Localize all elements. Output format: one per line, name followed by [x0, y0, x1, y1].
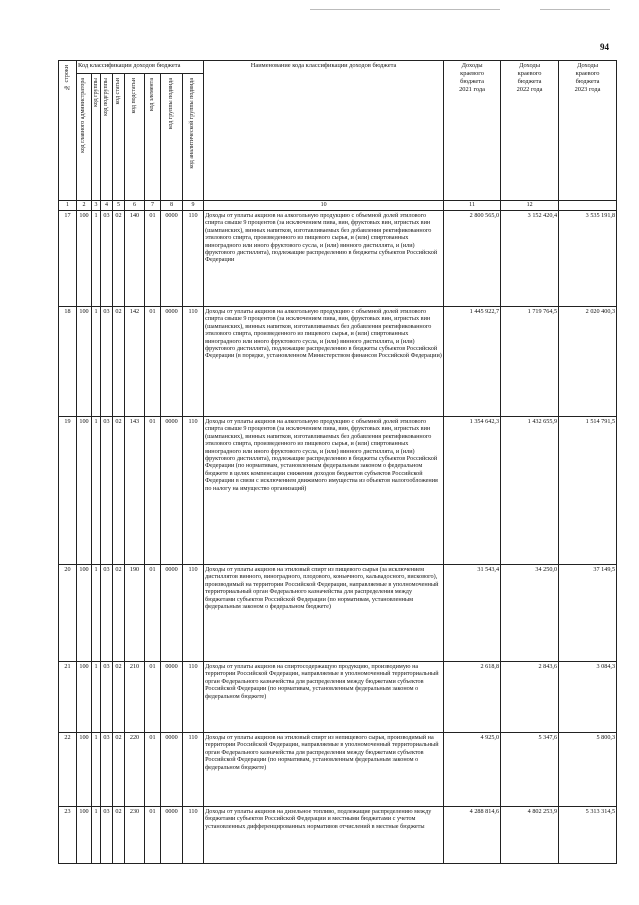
code-cell: 210	[125, 662, 145, 733]
amount-2021-cell: 1 354 642,3	[444, 417, 501, 565]
code-cell: 110	[183, 417, 204, 565]
code-cell: 143	[125, 417, 145, 565]
row-number-cell: 22	[59, 733, 77, 807]
code-cell: 03	[101, 417, 113, 565]
amount-2023-cell: 2 020 400,3	[559, 307, 617, 417]
code-cell: 100	[77, 211, 92, 307]
name-column-header: Наименование кода классификации доходов бюджета	[204, 61, 444, 201]
code-cell: 1	[92, 211, 101, 307]
code-cell: 01	[145, 565, 161, 662]
code-cell: 0000	[161, 417, 183, 565]
amount-2021-cell: 1 445 922,7	[444, 307, 501, 417]
amount-2023-cell: 5 800,3	[559, 733, 617, 807]
code-cell: 100	[77, 807, 92, 864]
code-cell: 110	[183, 807, 204, 864]
top-rule	[310, 9, 500, 10]
column-number: 4	[101, 201, 113, 211]
code-cell: 01	[145, 307, 161, 417]
code-cell: 1	[92, 565, 101, 662]
code-header-article: код статьи	[113, 74, 125, 201]
code-header-analytic-group: код аналитической группы подвида	[183, 74, 204, 201]
column-number: 8	[161, 201, 183, 211]
amount-2021-cell: 4 925,0	[444, 733, 501, 807]
top-rule-right	[540, 9, 610, 10]
column-number: 3	[92, 201, 101, 211]
column-number: 10	[204, 201, 444, 211]
amount-2021-cell: 2 800 565,0	[444, 211, 501, 307]
amount-2022-cell: 4 802 253,9	[501, 807, 559, 864]
column-number: 6	[125, 201, 145, 211]
income-name-cell: Доходы от уплаты акцизов на алкогольную продукцию с объемной долей этилового спирта свыше 9 процентов (за исключением пива, вин, фруктовых вин, игристых вин (шампанских), винных напитков, изготавливаемых без добавления ректификованного этилового спирта, произведенного из пищевого сырья, и (или) спиртованных виноградного или иного фруктового сусла, и (или) винного дистиллята, и (или) фруктового дистиллята), подлежащие распределению в бюджеты субъектов Российской Федерации (в порядке, установленном Министерством финансов Российской Федерации)	[204, 307, 444, 417]
code-cell: 01	[145, 733, 161, 807]
code-cell: 110	[183, 565, 204, 662]
amount-2023-cell: 3 084,3	[559, 662, 617, 733]
code-cell: 110	[183, 662, 204, 733]
code-cell: 01	[145, 662, 161, 733]
code-cell: 1	[92, 307, 101, 417]
code-cell: 0000	[161, 211, 183, 307]
code-cell: 02	[113, 733, 125, 807]
code-cell: 03	[101, 307, 113, 417]
code-cell: 02	[113, 211, 125, 307]
classification-group-header: Код классификации доходов бюджета	[77, 61, 204, 74]
code-cell: 220	[125, 733, 145, 807]
row-number-cell: 19	[59, 417, 77, 565]
code-cell: 100	[77, 417, 92, 565]
row-number-cell: 21	[59, 662, 77, 733]
code-cell: 110	[183, 307, 204, 417]
amount-2023-cell: 3 535 191,8	[559, 211, 617, 307]
year-2021-header: Доходы краевого бюджета 2021 года	[444, 61, 501, 201]
row-number-cell: 18	[59, 307, 77, 417]
table-row	[59, 662, 617, 733]
column-number	[559, 201, 617, 211]
table-row	[59, 211, 617, 307]
amount-2022-cell: 1 432 655,9	[501, 417, 559, 565]
code-cell: 1	[92, 662, 101, 733]
column-number: 12	[501, 201, 559, 211]
code-cell: 02	[113, 565, 125, 662]
header-group-row	[59, 61, 617, 74]
code-header-subarticle: код подстатьи	[125, 74, 145, 201]
code-cell: 140	[125, 211, 145, 307]
budget-income-table	[58, 60, 617, 864]
code-header-subgroup: код подгруппы	[101, 74, 113, 201]
code-cell: 01	[145, 417, 161, 565]
column-number-row	[59, 201, 617, 211]
code-cell: 0000	[161, 565, 183, 662]
code-cell: 03	[101, 565, 113, 662]
table-row	[59, 733, 617, 807]
column-number: 2	[77, 201, 92, 211]
amount-2022-cell: 5 347,6	[501, 733, 559, 807]
code-cell: 230	[125, 807, 145, 864]
code-header-subtype-group: код группы подвида	[161, 74, 183, 201]
code-header-group: код группы	[92, 74, 101, 201]
code-cell: 03	[101, 733, 113, 807]
column-number: 11	[444, 201, 501, 211]
column-number: 1	[59, 201, 77, 211]
amount-2022-cell: 34 250,0	[501, 565, 559, 662]
code-cell: 02	[113, 417, 125, 565]
row-number-cell: 17	[59, 211, 77, 307]
code-cell: 0000	[161, 733, 183, 807]
code-cell: 1	[92, 417, 101, 565]
code-cell: 0000	[161, 307, 183, 417]
code-cell: 1	[92, 733, 101, 807]
code-header-administrator: код главного администратора	[77, 74, 92, 201]
code-cell: 100	[77, 662, 92, 733]
amount-2023-cell: 1 514 791,5	[559, 417, 617, 565]
amount-2021-cell: 4 288 814,6	[444, 807, 501, 864]
amount-2021-cell: 2 618,8	[444, 662, 501, 733]
amount-2022-cell: 2 843,6	[501, 662, 559, 733]
income-name-cell: Доходы от уплаты акцизов на дизельное топливо, подлежащие распределению между бюджетами субъектов Российской Федерации и местными бюджетами с учетом установленных дифференцированных нормативов отчислений в местные бюджеты	[204, 807, 444, 864]
amount-2023-cell: 5 313 314,5	[559, 807, 617, 864]
code-cell: 100	[77, 307, 92, 417]
code-cell: 1	[92, 807, 101, 864]
code-cell: 110	[183, 733, 204, 807]
code-cell: 02	[113, 307, 125, 417]
code-cell: 01	[145, 807, 161, 864]
amount-2023-cell: 37 149,5	[559, 565, 617, 662]
table-row	[59, 417, 617, 565]
income-name-cell: Доходы от уплаты акцизов на спиртосодержащую продукцию, производимую на территории Российской Федерации, направляемые в уполномоченный территориальный орган Федерального казначейства для распределения между бюджетами субъектов Российской Федерации (по нормативам, установленным федеральным законом о федеральном бюджете)	[204, 662, 444, 733]
row-number-header: № строки	[59, 61, 77, 201]
code-cell: 142	[125, 307, 145, 417]
column-number: 9	[183, 201, 204, 211]
row-number-cell: 23	[59, 807, 77, 864]
code-cell: 03	[101, 807, 113, 864]
table-row	[59, 807, 617, 864]
code-cell: 0000	[161, 807, 183, 864]
amount-2022-cell: 1 719 764,5	[501, 307, 559, 417]
code-cell: 190	[125, 565, 145, 662]
code-cell: 03	[101, 662, 113, 733]
code-cell: 100	[77, 733, 92, 807]
code-cell: 03	[101, 211, 113, 307]
column-number: 7	[145, 201, 161, 211]
column-number: 5	[113, 201, 125, 211]
code-cell: 100	[77, 565, 92, 662]
year-2022-header: Доходы краевого бюджета 2022 года	[501, 61, 559, 201]
income-name-cell: Доходы от уплаты акцизов на алкогольную продукцию с объемной долей этилового спирта свыше 9 процентов (за исключением пива, вин, фруктовых вин, игристых вин (шампанских), винных напитков, изготавливаемых без добавления ректификованного этилового спирта, произведенного из пищевого сырья, и (или) спиртованных виноградного или иного фруктового сусла, и (или) винного дистиллята, и (или) фруктового дистиллята), подлежащие распределению в бюджеты субъектов Российской Федерации	[204, 211, 444, 307]
code-header-element: код элемента	[145, 74, 161, 201]
amount-2021-cell: 31 543,4	[444, 565, 501, 662]
code-cell: 02	[113, 662, 125, 733]
table-row	[59, 565, 617, 662]
income-name-cell: Доходы от уплаты акцизов на алкогольную продукцию с объемной долей этилового спирта свыше 9 процентов (за исключением пива, вин, фруктовых вин, игристых вин (шампанских), винных напитков, изготавливаемых без добавления ректификованного этилового спирта, произведенного из пищевого сырья, и (или) спиртованных виноградного или иного фруктового сусла, и (или) винного дистиллята, и (или) фруктового дистиллята), подлежащие распределению в бюджеты субъектов Российской Федерации (по нормативам, установленным федеральным законом о федеральном бюджете в целях компенсации снижения доходов бюджетов субъектов Российской Федерации в связи с исключением движимого имущества из объектов налогообложения по налогу на имущество организаций)	[204, 417, 444, 565]
row-number-cell: 20	[59, 565, 77, 662]
amount-2022-cell: 3 152 420,4	[501, 211, 559, 307]
code-cell: 0000	[161, 662, 183, 733]
year-2023-header: Доходы краевого бюджета 2023 года	[559, 61, 617, 201]
table-row	[59, 307, 617, 417]
code-cell: 02	[113, 807, 125, 864]
code-cell: 01	[145, 211, 161, 307]
code-cell: 110	[183, 211, 204, 307]
page-number: 94	[600, 42, 609, 52]
income-name-cell: Доходы от уплаты акцизов на этиловый спирт из непищевого сырья, производимый на территории Российской Федерации, направляемые в уполномоченный территориальный орган Федерального казначейства для распределения между бюджетами субъектов Российской Федерации (по нормативам, установленным федеральным законом о федеральном бюджете)	[204, 733, 444, 807]
income-name-cell: Доходы от уплаты акцизов на этиловый спирт из пищевого сырья (за исключением дистиллятов винного, виноградного, плодового, коньячного, кальвадосного, вискового), производимый на территории Российской Федерации, направляемые в уполномоченный территориальный орган Федерального казначейства для распределения между бюджетами субъектов Российской Федерации (по нормативам, установленным федеральным законом о федеральном бюджете)	[204, 565, 444, 662]
